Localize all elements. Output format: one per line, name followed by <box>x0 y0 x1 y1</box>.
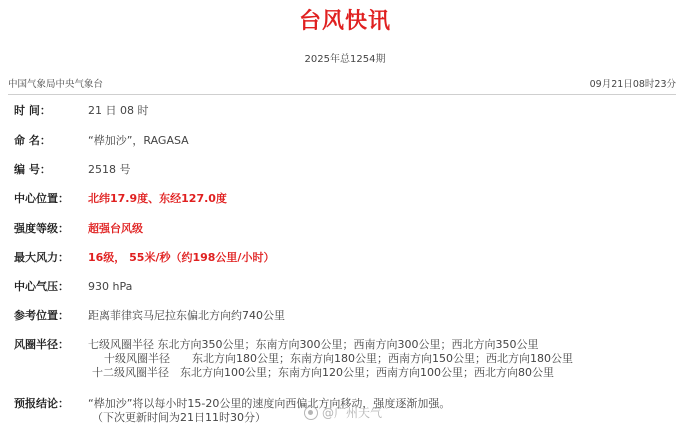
wind-radius-7: 七级风圈半径 东北方向350公里；东南方向300公里；西南方向300公里；西北方向350公里 <box>88 338 539 351</box>
field-label: 时 间： <box>14 104 51 117</box>
wind-radius-12 <box>88 366 573 380</box>
field-label: 预报结论： <box>14 397 69 410</box>
agency-name: 中国气象局中央气象台 <box>8 79 104 90</box>
field-value: 距离菲律宾马尼拉东偏北方向约740公里 <box>88 309 285 322</box>
field-value: 16级， 55米/秒（约198公里/小时） <box>88 251 275 264</box>
next-update-note: （下次更新时间为21日11时30分） <box>92 411 266 424</box>
forecast-text: “桦加沙”将以每小时15-20公里的速度向西偏北方向移动，强度逐渐加强。 <box>88 397 451 410</box>
forecast-block <box>88 397 450 425</box>
field-label: 中心气压： <box>14 280 69 293</box>
field-value: 超强台风级 <box>88 222 143 235</box>
wind-radius-10 <box>88 352 573 366</box>
page-title: 台风快讯 <box>298 9 391 34</box>
wind-radius-block <box>88 338 573 380</box>
watermark-text: @广州天气 <box>322 406 383 420</box>
field-value: 北纬17.9度、东经127.0度 <box>88 192 227 205</box>
field-label: 风圈半径： <box>14 338 69 351</box>
weibo-icon <box>304 406 318 420</box>
watermark <box>304 404 382 421</box>
field-label: 编 号： <box>14 163 51 176</box>
wind-radius-values: 东北方向100公里；东南方向120公里；西南方向100公里；西北方向80公里 <box>180 366 554 379</box>
divider <box>8 94 676 95</box>
field-label: 命 名： <box>14 134 51 147</box>
issue-datetime: 09月21日08时23分 <box>589 79 676 90</box>
field-value: 2518 号 <box>88 163 131 176</box>
field-value: 930 hPa <box>88 280 133 293</box>
field-label: 最大风力： <box>14 251 69 264</box>
field-label: 参考位置： <box>14 309 69 322</box>
field-value: 21 日 08 时 <box>88 104 149 117</box>
field-label: 中心位置： <box>14 192 69 205</box>
wind-radius-title: 十级风圈半径 <box>104 352 170 365</box>
wind-radius-title: 十二级风圈半径 <box>92 366 169 379</box>
field-value: “桦加沙”，RAGASA <box>88 134 189 147</box>
wind-radius-values: 东北方向180公里；东南方向180公里；西南方向150公里；西北方向180公里 <box>192 352 573 365</box>
issue-number: 2025年总1254期 <box>304 54 386 65</box>
meta-row <box>8 76 676 90</box>
field-label: 强度等级： <box>14 222 69 235</box>
